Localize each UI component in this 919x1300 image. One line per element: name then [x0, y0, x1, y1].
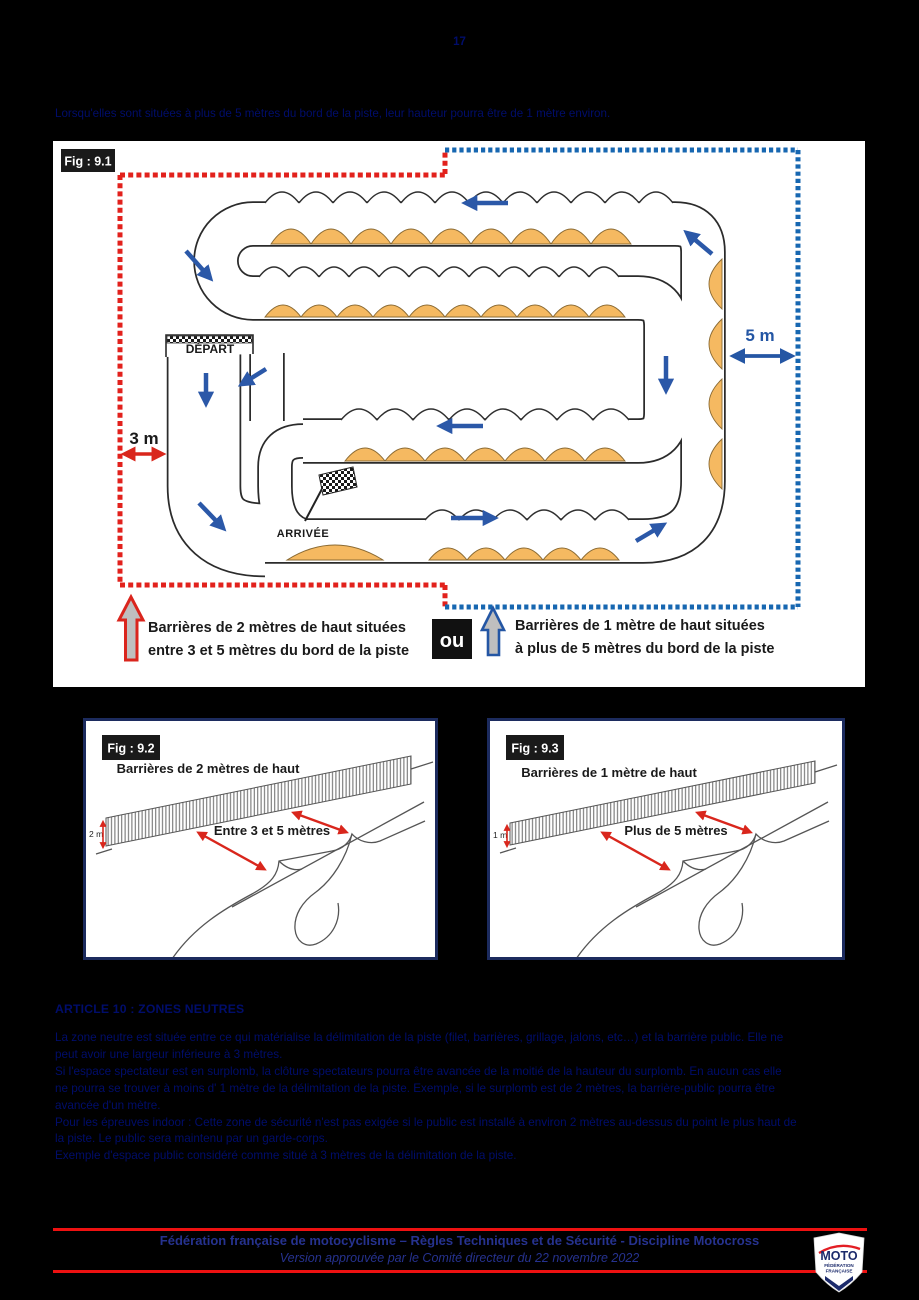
footer-top-rule — [53, 1228, 867, 1231]
height-1m-label: 1 m — [493, 830, 508, 840]
height-2m-label: 2 m — [89, 829, 104, 839]
footer-title: Fédération française de motocyclisme – Règles Techniques et de Sécurité - Discipline Motocross — [159, 1233, 760, 1248]
legend-blue-line2: à plus de 5 mètres du bord de la piste — [515, 641, 775, 657]
finish-flag-icon — [305, 467, 357, 521]
fig-9-3-title: Barrières de 1 mètre de haut — [521, 765, 697, 780]
ffm-logo-shield — [811, 1232, 867, 1294]
legend-blue-line1: Barrières de 1 mètre de haut situées — [515, 618, 765, 634]
figure-9-3-diagram — [490, 721, 842, 957]
measure-5m — [734, 326, 791, 356]
ou-label: ou — [439, 630, 465, 652]
figure-9-2-diagram — [86, 721, 435, 957]
article-10-heading: ARTICLE 10 : ZONES NEUTRES — [55, 1002, 245, 1016]
intro-text: Lorsqu'elles sont situées à plus de 5 mètres du bord de la piste, leur hauteur pourra être de 1 mètre environ. — [55, 107, 611, 120]
fig-9-3-label-text: Fig : 9.3 — [511, 741, 559, 756]
fig-9-1-label-text: Fig : 9.1 — [64, 154, 112, 169]
legend-red-line2: entre 3 et 5 mètres du bord de la piste — [148, 643, 410, 659]
article-line: ne pourra se trouver à moins d' 1 mètre de la délimitation de la piste. Exemple, si le surplomb est de 2 mètres, la barrière-public pourra être — [55, 1081, 776, 1095]
fig-9-3-label — [506, 735, 564, 760]
measure-5m-label: 5 m — [745, 326, 775, 345]
page-number: 17 — [453, 36, 466, 48]
article-line: la piste. Le public sera maintenu par un garde-corps. — [55, 1132, 328, 1146]
legend-blue-arrow-icon — [482, 608, 504, 655]
footer-bottom-rule — [53, 1270, 867, 1273]
article-line: Pour les épreuves indoor : Cette zone de sécurité n'est pas exigée si le public est installé à environ 2 mètres au-dessus du point le plus haut de — [55, 1115, 797, 1129]
legend-red-line1: Barrières de 2 mètres de haut situées — [148, 620, 406, 636]
measure-3m — [125, 429, 162, 454]
article-10-section — [55, 1002, 867, 1165]
fig-9-2-label — [102, 735, 160, 760]
distance-label: Plus de 5 mètres — [624, 823, 728, 838]
distance-label: Entre 3 et 5 mètres — [213, 823, 331, 838]
article-line: avancée d'un mètre. — [55, 1098, 161, 1112]
footer-version: Version approuvée par le Comité directeur du 22 novembre 2022 — [279, 1251, 640, 1265]
article-line: Exemple d'espace public considéré comme situé à 3 mètres de la délimitation de la piste. — [55, 1149, 517, 1163]
figure-9-1 — [53, 141, 865, 687]
figure-9-2 — [83, 718, 438, 960]
article-line: peut avoir une largeur inférieure à 3 mètres. — [55, 1047, 283, 1061]
logo-subtext-2: FRANÇAISE — [825, 1268, 853, 1274]
article-10-body — [55, 1030, 867, 1165]
logo-subtext-1: FÉDÉRATION — [824, 1263, 854, 1268]
figure-9-3 — [487, 718, 845, 960]
ffm-logo — [811, 1232, 867, 1299]
arrivee-label: ARRIVÉE — [276, 528, 330, 540]
legend-red-arrow-icon — [119, 597, 143, 660]
track-diagram — [53, 141, 865, 687]
article-line: La zone neutre est située entre ce qui matérialise la délimitation de la piste (filet, barrières, grillage, jalons, etc…) et la barrière public. Elle ne — [55, 1031, 784, 1044]
orange-jump — [271, 229, 631, 244]
fig-9-2-label-text: Fig : 9.2 — [107, 741, 155, 756]
logo-text: MOTO — [820, 1249, 858, 1263]
start-gate — [166, 335, 253, 357]
depart-label: DÉPART — [185, 342, 235, 356]
fig-9-1-label — [61, 149, 115, 172]
fig-9-2-title: Barrières de 2 mètres de haut — [116, 761, 300, 776]
measure-3m-label: 3 m — [129, 429, 159, 448]
article-line: Si l'espace spectateur est en surplomb, la clôture spectateurs pourra être avancée de la moitié de la hauteur du surplomb. En aucun cas elle — [55, 1064, 782, 1078]
